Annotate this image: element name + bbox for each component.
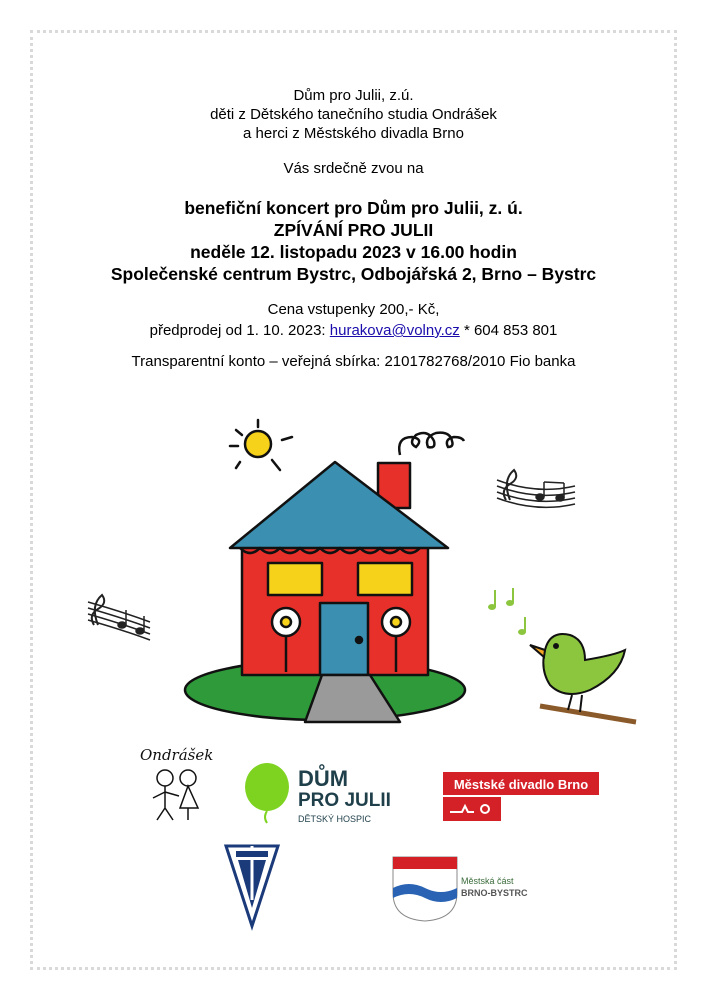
balloon-icon [245, 763, 289, 811]
sun-icon [230, 420, 292, 470]
roof [230, 462, 448, 548]
organizer-line-2: děti z Dětského tanečního studia Ondrášek [210, 106, 497, 123]
email-link[interactable]: hurakova@volny.cz [329, 322, 460, 339]
invite-text: Vás srdečně zvou na [283, 160, 424, 177]
divadlo-logo-text: Městské divadlo Brno [453, 777, 589, 792]
brno-bystrc-logo [393, 857, 528, 921]
organizer-line-1: Dům pro Julii, z.ú. [293, 87, 414, 104]
house-window-left [268, 563, 322, 595]
house-illustration [185, 462, 465, 722]
green-notes-icon [488, 588, 526, 635]
chimney-smoke [399, 433, 464, 455]
event-concert-line: benefiční koncert pro Dům pro Julii, z. ú. [184, 198, 523, 218]
house-window-right [358, 563, 412, 595]
event-venue: Společenské centrum Bystrc, Odbojářská 2, Brno – Bystrc [110, 264, 597, 284]
event-date: neděle 12. listopadu 2023 v 16.00 hodin [190, 242, 517, 262]
music-notes-left-icon [88, 595, 150, 640]
dum-logo-line3: DĚTSKÝ HOSPIC [298, 814, 372, 824]
music-notes-right-icon [497, 470, 575, 507]
event-title: ZPÍVÁNÍ PRO JULII [273, 220, 434, 240]
organizer-line-3: a herci z Městského divadla Brno [243, 125, 464, 142]
school-badge-logo [226, 846, 278, 926]
ondrasek-logo [140, 746, 213, 820]
ticket-price: Cena vstupenky 200,- Kč, [267, 301, 440, 318]
dum-logo-line1: DŮM [298, 766, 349, 791]
presale-label: předprodej od 1. 10. 2023: [149, 322, 330, 339]
bird-illustration [488, 588, 636, 722]
bystrc-logo-line2: BRNO-BYSTRC [461, 888, 528, 898]
dum-pro-julii-logo [245, 763, 391, 824]
mestske-divadlo-logo [443, 772, 599, 821]
ondrasek-logo-text: Ondrášek [140, 746, 214, 764]
bystrc-logo-line1: Městská část [461, 876, 514, 886]
phone-number: * 604 853 801 [459, 322, 558, 339]
dum-logo-line2: PRO JULII [298, 790, 391, 811]
transparent-account: Transparentní konto – veřejná sbírka: 2101782768/2010 Fio banka [131, 353, 576, 370]
